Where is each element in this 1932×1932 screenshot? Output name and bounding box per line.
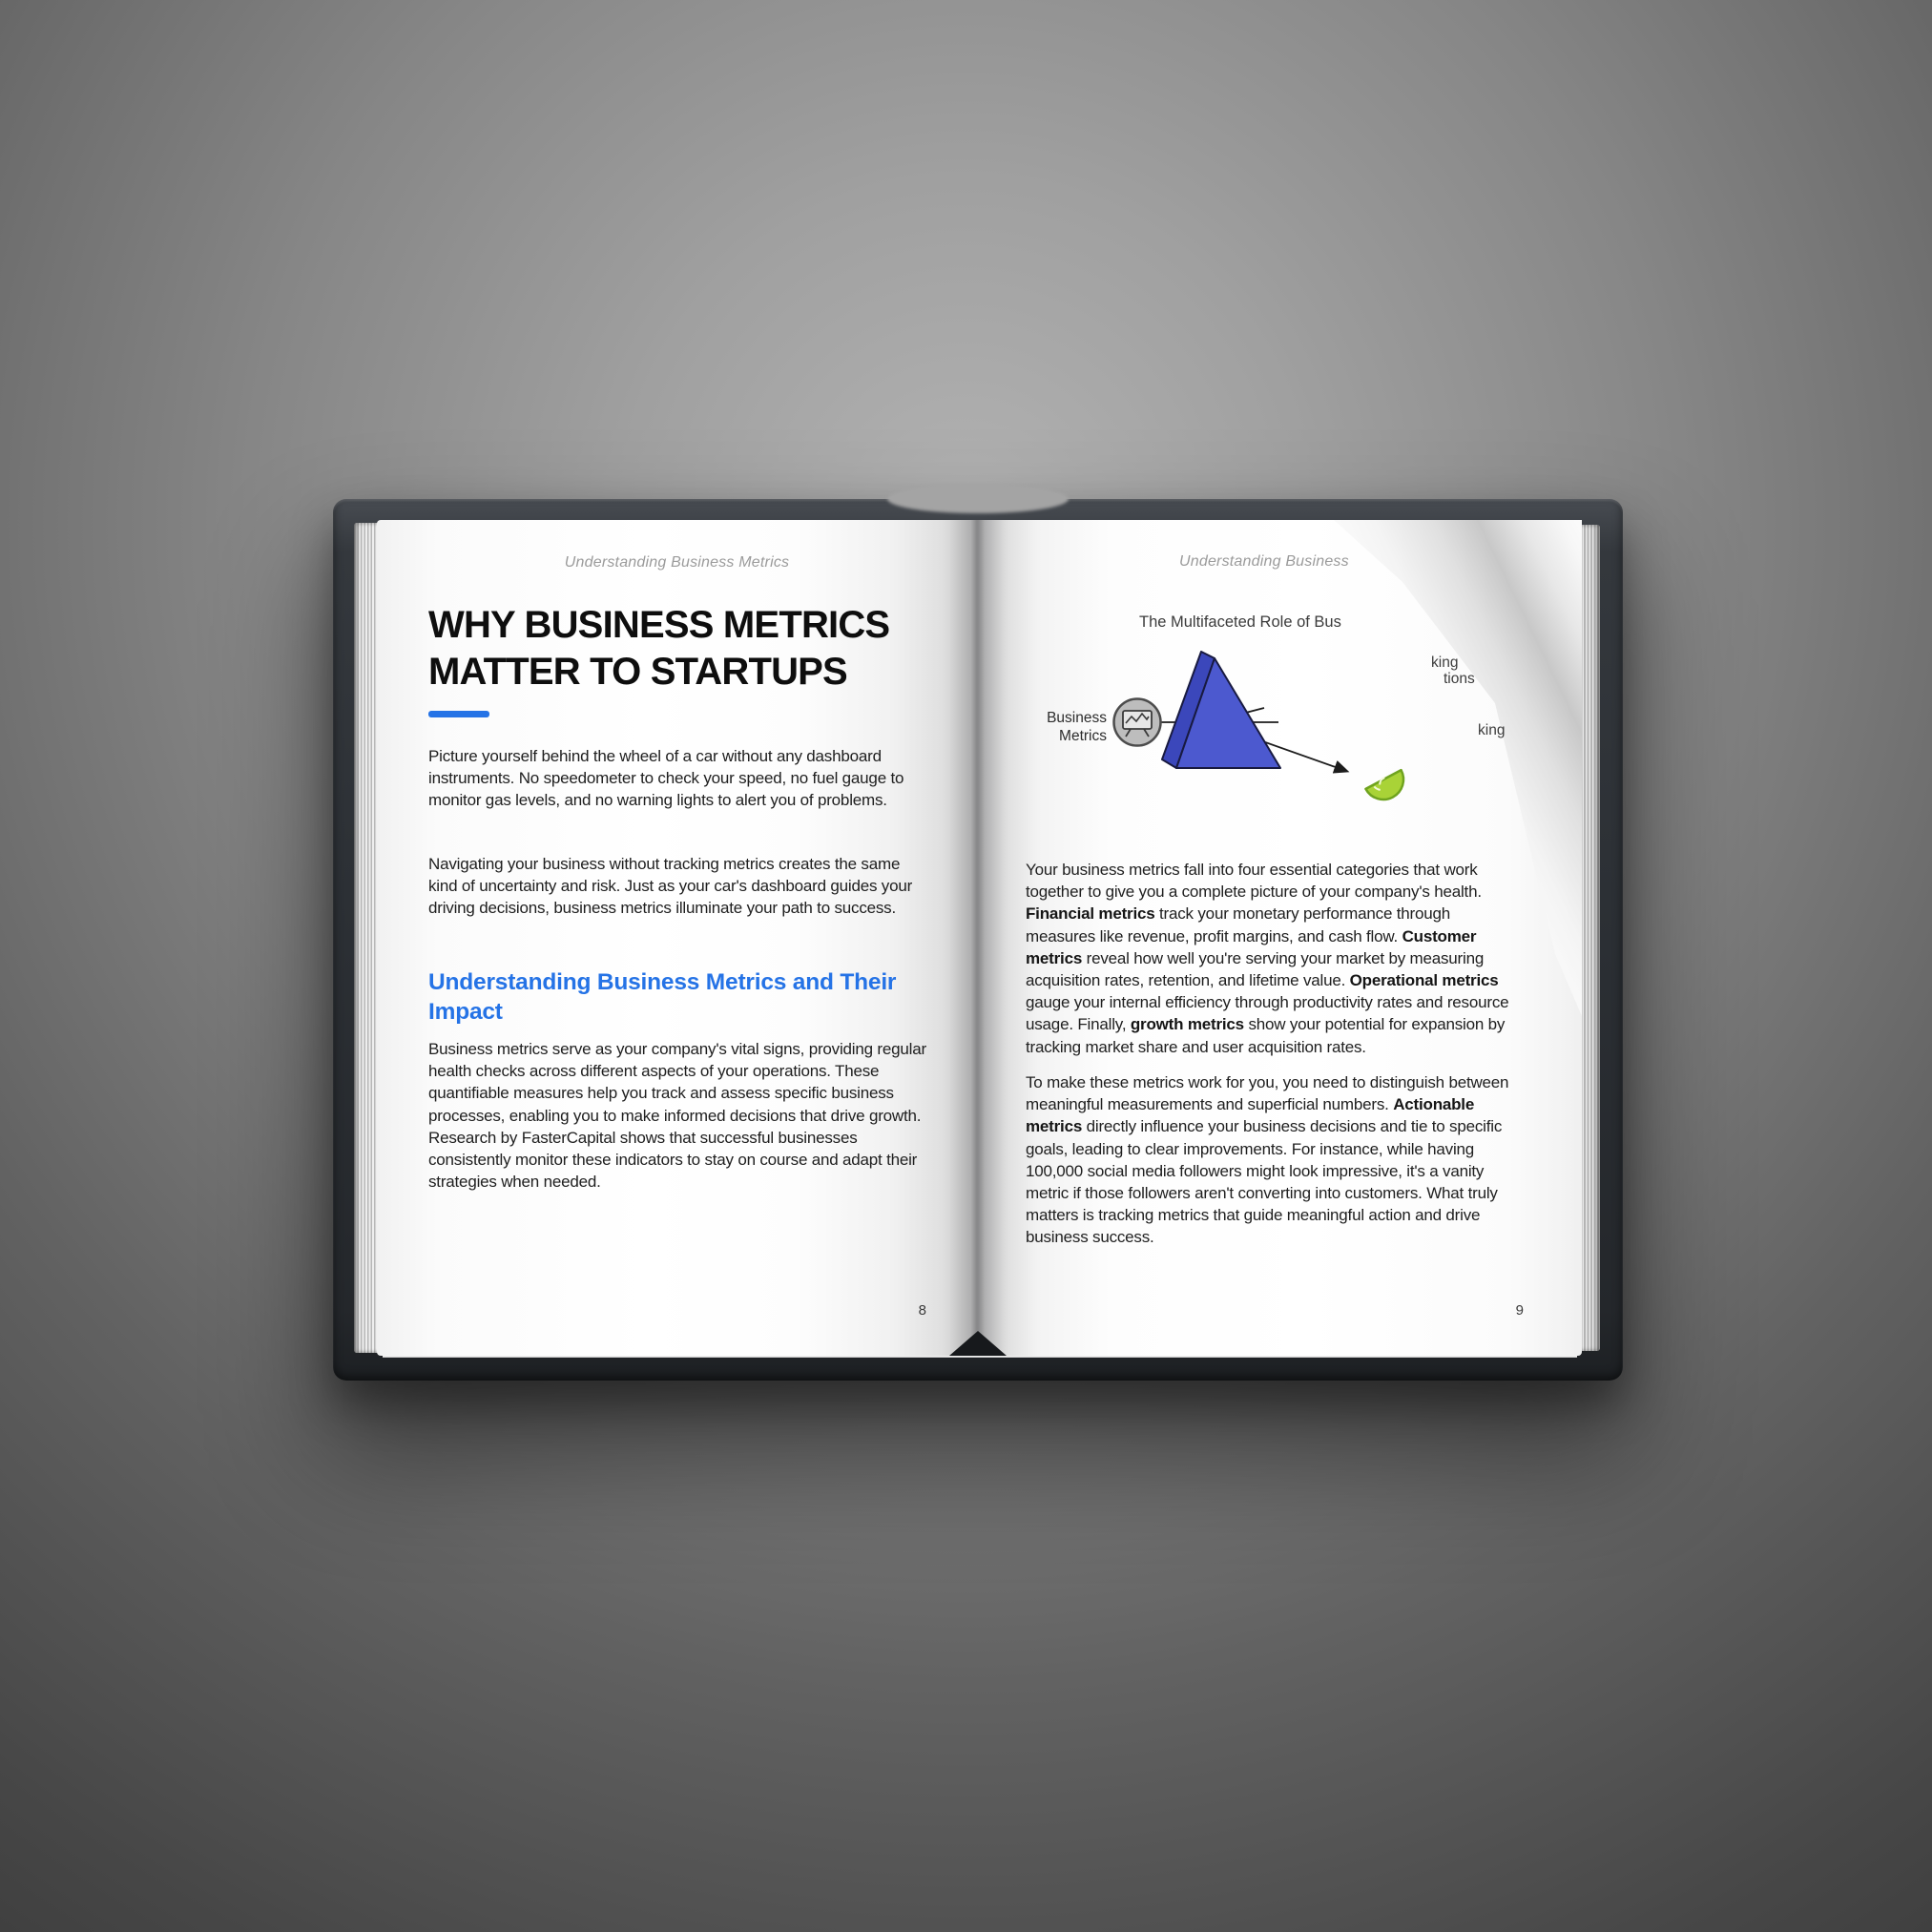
bold-term-customer-metrics: Customer metrics [1026,926,1477,967]
right-paragraph-1 [1026,859,1524,1058]
bold-term-financial-metrics: Financial metrics [1026,904,1155,924]
chart-board-icon [1114,699,1161,746]
prism-diagram-graphic [1058,633,1440,814]
lime-slice-icon [1365,769,1410,806]
paragraph-text: track your monetary performance through measures like revenue, profit margins, and cash flow. [1026,904,1450,945]
paragraph-text: reveal how well you're serving your market by measuring acquisition rates, retention, and lifetime value. [1026,948,1485,990]
paragraph-text: show your potential for expansion by tracking market share and user acquisition rates. [1026,1015,1506,1056]
left-page [377,520,977,1356]
chapter-title-line1: WHY BUSINESS METRICS [428,604,890,646]
open-book [333,499,1623,1381]
diagram-partial-label: king [1478,722,1506,738]
left-paragraph-2: Navigating your business without tracking metrics creates the same kind of uncertainty and risk. Just as your car's dashboard guides your driving decisions, business metrics illuminate your path to success. [428,855,913,918]
section-subheading: Understanding Business Metrics and Their Impact [428,969,897,1025]
paragraph-text: gauge your internal efficiency through productivity rates and resource usage. Finally, [1026,993,1509,1034]
bold-term-actionable-metrics: Actionable metrics [1026,1095,1475,1136]
paragraph-text: Your business metrics fall into four essential categories that work together to give you a complete picture of your company's health. [1026,861,1482,902]
diagram-source-label-line1: Business [1047,710,1107,726]
bold-term-growth-metrics: growth metrics [1130,1015,1244,1034]
right-page [977,520,1582,1356]
diagram-partial-label: tions [1444,671,1475,687]
paragraph-text: To make these metrics work for you, you need to distinguish between meaningful measurements and superficial numbers. [1026,1073,1509,1114]
diagram-partial-label: king [1431,654,1459,671]
left-page-number: 8 [918,1302,926,1319]
spine-notch [887,485,1069,513]
left-paragraph-1: Picture yourself behind the wheel of a car without any dashboard instruments. No speedometer to check your speed, no fuel gauge to monitor gas levels, and no warning lights to alert you of problems. [428,747,904,810]
bold-term-operational-metrics: Operational metrics [1349,971,1499,990]
prism-icon [1162,652,1280,768]
left-page-stack-edge [354,523,379,1353]
right-paragraph-2 [1026,1071,1524,1249]
diagram-source-label-line2: Metrics [1059,728,1107,744]
right-running-head: Understanding Business [1179,553,1349,570]
accent-divider-bar [428,711,489,717]
diagram-title: The Multifaceted Role of Bus [1139,613,1341,631]
right-page-stack-edge [1579,525,1600,1351]
left-running-head: Understanding Business Metrics [564,554,790,571]
left-paragraph-3: Business metrics serve as your company's vital signs, providing regular health checks across different aspects of your operations. These quantifiable measures help you track and assess specific business processes, enabling you to make informed decisions that drive growth. Research by FasterCapital shows that successful businesses consistently monitor these indicators to stay on course and adapt their strategies when needed. [428,1040,926,1192]
chapter-title [428,602,944,696]
right-page-number: 9 [1515,1302,1524,1319]
gutter-bottom-notch [949,1331,1007,1356]
chapter-title-line2: MATTER TO STARTUPS [428,651,847,693]
paragraph-text: directly influence your business decisions and tie to specific goals, leading to clear improvements. For instance, while having 100,000 social media followers might look impressive, it's a vanity metric if those followers aren't converting into customers. What truly matters is tracking metrics that guide meaningful action and drive business success. [1026,1117,1503,1247]
